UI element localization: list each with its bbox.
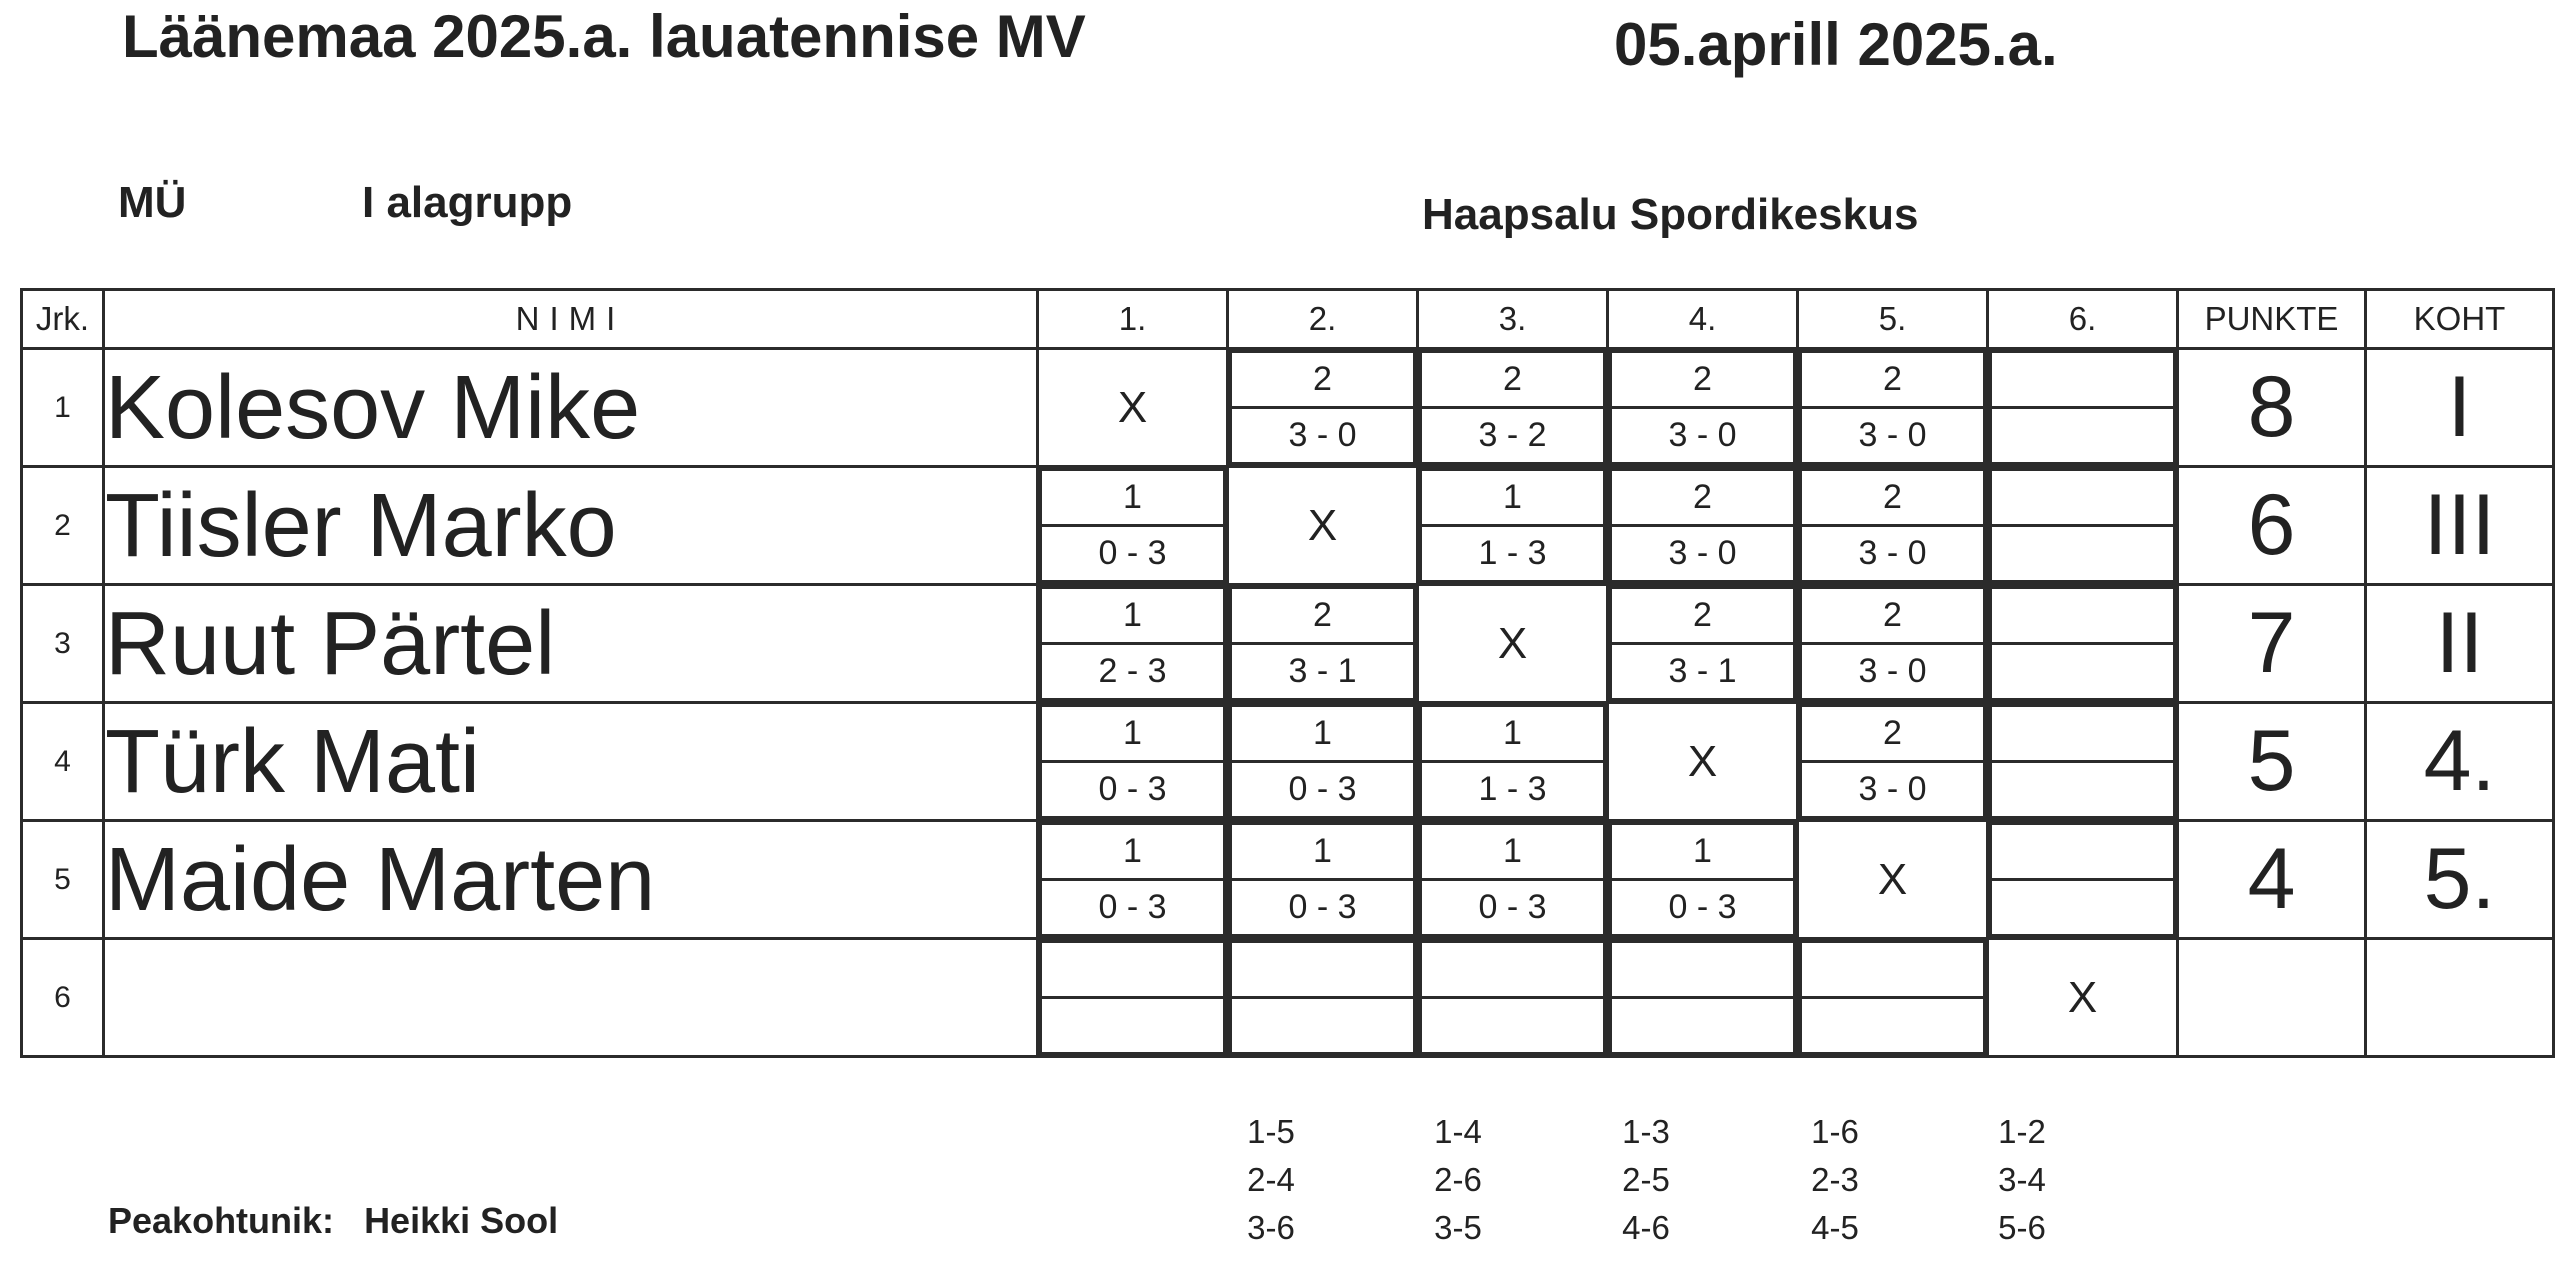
match-score: 3 - 0 <box>1611 526 1795 582</box>
player-name: Ruut Pärtel <box>104 585 1038 703</box>
result-cell <box>1608 939 1798 1057</box>
schedule-round <box>1226 1108 1316 1252</box>
row-number: 4 <box>22 703 104 821</box>
total-points: 4 <box>2178 821 2366 939</box>
match-score: 0 - 3 <box>1041 526 1225 582</box>
match-score: 0 - 3 <box>1421 880 1605 936</box>
schedule-match: 4-6 <box>1622 1209 1670 1246</box>
player-name: Türk Mati <box>104 703 1038 821</box>
schedule-match: 1-4 <box>1434 1113 1482 1150</box>
total-points <box>2178 939 2366 1057</box>
match-score <box>1991 526 2175 582</box>
col-header-3: 3. <box>1418 290 1608 349</box>
table-row <box>22 467 2554 585</box>
match-points: 1 <box>1041 706 1225 762</box>
chief-referee <box>108 1200 558 1242</box>
venue-label: Haapsalu Spordikeskus <box>1422 190 1919 239</box>
col-header-4: 4. <box>1608 290 1798 349</box>
schedule-match: 2-6 <box>1434 1161 1482 1198</box>
match-points <box>1041 942 1225 998</box>
match-points: 1 <box>1611 824 1795 880</box>
match-score: 1 - 3 <box>1421 526 1605 582</box>
row-number: 3 <box>22 585 104 703</box>
match-points: 1 <box>1041 824 1225 880</box>
match-points: 1 <box>1421 470 1605 526</box>
schedule-match: 1-3 <box>1622 1113 1670 1150</box>
jrk-header: Jrk. <box>22 290 104 349</box>
place-header: KOHT <box>2366 290 2554 349</box>
match-score: 3 - 0 <box>1231 408 1415 464</box>
document-date: 05.aprill 2025.a. <box>1614 11 2058 78</box>
final-place: III <box>2366 467 2554 585</box>
result-cell <box>1228 821 1418 939</box>
player-name: Tiisler Marko <box>104 467 1038 585</box>
schedule-match: 3-4 <box>1998 1161 2046 1198</box>
match-score <box>1231 998 1415 1054</box>
table-row <box>22 939 2554 1057</box>
result-cell <box>1608 349 1798 467</box>
final-place: II <box>2366 585 2554 703</box>
category-label: MÜ <box>118 178 187 227</box>
result-cell <box>1988 585 2178 703</box>
match-score <box>1991 644 2175 700</box>
match-score <box>1421 998 1605 1054</box>
document-title: Läänemaa 2025.a. lauatennise MV <box>122 3 1086 70</box>
schedule-match: 2-5 <box>1622 1161 1670 1198</box>
match-score <box>1801 998 1985 1054</box>
result-cell <box>1038 939 1228 1057</box>
match-points <box>1991 824 2175 880</box>
group-label: I alagrupp <box>362 178 573 227</box>
row-number: 5 <box>22 821 104 939</box>
match-points <box>1421 942 1605 998</box>
table-row <box>22 585 2554 703</box>
match-points <box>1231 942 1415 998</box>
schedule-round <box>1790 1108 1880 1252</box>
match-score <box>1991 762 2175 818</box>
self-match-cell: X <box>1608 703 1798 821</box>
result-cell <box>1038 703 1228 821</box>
match-score <box>1991 880 2175 936</box>
match-score <box>1991 408 2175 464</box>
self-match-cell: X <box>1988 939 2178 1057</box>
table-row <box>22 821 2554 939</box>
result-cell <box>1988 349 2178 467</box>
chief-referee-name: Heikki Sool <box>364 1200 559 1241</box>
result-cell <box>1418 703 1608 821</box>
row-number: 6 <box>22 939 104 1057</box>
result-cell <box>1608 585 1798 703</box>
final-place: 5. <box>2366 821 2554 939</box>
match-points: 2 <box>1611 470 1795 526</box>
match-points: 2 <box>1801 706 1985 762</box>
col-header-6: 6. <box>1988 290 2178 349</box>
match-score: 3 - 2 <box>1421 408 1605 464</box>
match-points: 2 <box>1801 352 1985 408</box>
final-place <box>2366 939 2554 1057</box>
match-points: 2 <box>1231 588 1415 644</box>
self-match-cell: X <box>1798 821 1988 939</box>
match-points <box>1991 706 2175 762</box>
schedule-round <box>1977 1108 2067 1252</box>
match-points: 2 <box>1231 352 1415 408</box>
schedule-match: 1-2 <box>1998 1113 2046 1150</box>
match-points <box>1991 588 2175 644</box>
match-score: 3 - 0 <box>1611 408 1795 464</box>
result-cell <box>1798 349 1988 467</box>
total-points: 5 <box>2178 703 2366 821</box>
result-cell <box>1418 939 1608 1057</box>
match-points <box>1611 942 1795 998</box>
match-points: 2 <box>1801 470 1985 526</box>
result-cell <box>1038 585 1228 703</box>
match-points: 1 <box>1421 824 1605 880</box>
match-score: 3 - 0 <box>1801 408 1985 464</box>
schedule-round <box>1413 1108 1503 1252</box>
match-points <box>1801 942 1985 998</box>
schedule-match: 2-3 <box>1811 1161 1859 1198</box>
result-cell <box>1038 821 1228 939</box>
table-row <box>22 703 2554 821</box>
match-points: 1 <box>1041 470 1225 526</box>
self-match-cell: X <box>1038 349 1228 467</box>
match-score: 0 - 3 <box>1041 762 1225 818</box>
total-points: 8 <box>2178 349 2366 467</box>
points-header: PUNKTE <box>2178 290 2366 349</box>
result-cell <box>1418 467 1608 585</box>
player-name: Maide Marten <box>104 821 1038 939</box>
match-points: 2 <box>1801 588 1985 644</box>
match-score: 1 - 3 <box>1421 762 1605 818</box>
schedule-match: 1-6 <box>1811 1113 1859 1150</box>
match-points: 2 <box>1421 352 1605 408</box>
result-cell <box>1038 467 1228 585</box>
result-cell <box>1988 467 2178 585</box>
match-score: 0 - 3 <box>1231 880 1415 936</box>
result-cell <box>1608 821 1798 939</box>
result-cell <box>1798 939 1988 1057</box>
chief-referee-label: Peakohtunik: <box>108 1200 335 1241</box>
schedule-match: 5-6 <box>1998 1209 2046 1246</box>
match-score <box>1041 998 1225 1054</box>
schedule-match: 3-6 <box>1247 1209 1295 1246</box>
player-name <box>104 939 1038 1057</box>
result-cell <box>1798 467 1988 585</box>
results-table <box>20 288 2555 1058</box>
match-score: 3 - 1 <box>1231 644 1415 700</box>
match-score: 3 - 0 <box>1801 762 1985 818</box>
match-points: 1 <box>1231 824 1415 880</box>
schedule-match: 2-4 <box>1247 1161 1295 1198</box>
row-number: 2 <box>22 467 104 585</box>
match-score: 0 - 3 <box>1041 880 1225 936</box>
schedule-match: 4-5 <box>1811 1209 1859 1246</box>
match-score: 0 - 3 <box>1611 880 1795 936</box>
result-cell <box>1798 585 1988 703</box>
match-score: 2 - 3 <box>1041 644 1225 700</box>
schedule-round <box>1601 1108 1691 1252</box>
col-header-5: 5. <box>1798 290 1988 349</box>
result-cell <box>1608 467 1798 585</box>
total-points: 6 <box>2178 467 2366 585</box>
schedule-match: 1-5 <box>1247 1113 1295 1150</box>
schedule-match: 3-5 <box>1434 1209 1482 1246</box>
match-points: 2 <box>1611 588 1795 644</box>
header-row <box>22 290 2554 349</box>
match-points <box>1991 470 2175 526</box>
result-cell <box>1228 703 1418 821</box>
match-score: 3 - 1 <box>1611 644 1795 700</box>
result-cell <box>1988 821 2178 939</box>
result-cell <box>1228 939 1418 1057</box>
match-score <box>1611 998 1795 1054</box>
total-points: 7 <box>2178 585 2366 703</box>
result-cell <box>1988 703 2178 821</box>
match-points: 1 <box>1231 706 1415 762</box>
self-match-cell: X <box>1418 585 1608 703</box>
match-score: 3 - 0 <box>1801 526 1985 582</box>
result-cell <box>1418 821 1608 939</box>
row-number: 1 <box>22 349 104 467</box>
result-cell <box>1418 349 1608 467</box>
match-points: 1 <box>1041 588 1225 644</box>
name-header: NIMI <box>104 290 1038 349</box>
match-points: 1 <box>1421 706 1605 762</box>
match-points <box>1991 352 2175 408</box>
match-points: 2 <box>1611 352 1795 408</box>
col-header-1: 1. <box>1038 290 1228 349</box>
final-place: I <box>2366 349 2554 467</box>
table-row <box>22 349 2554 467</box>
col-header-2: 2. <box>1228 290 1418 349</box>
match-score: 3 - 0 <box>1801 644 1985 700</box>
result-cell <box>1228 585 1418 703</box>
match-score: 0 - 3 <box>1231 762 1415 818</box>
result-cell <box>1228 349 1418 467</box>
player-name: Kolesov Mike <box>104 349 1038 467</box>
result-cell <box>1798 703 1988 821</box>
final-place: 4. <box>2366 703 2554 821</box>
self-match-cell: X <box>1228 467 1418 585</box>
